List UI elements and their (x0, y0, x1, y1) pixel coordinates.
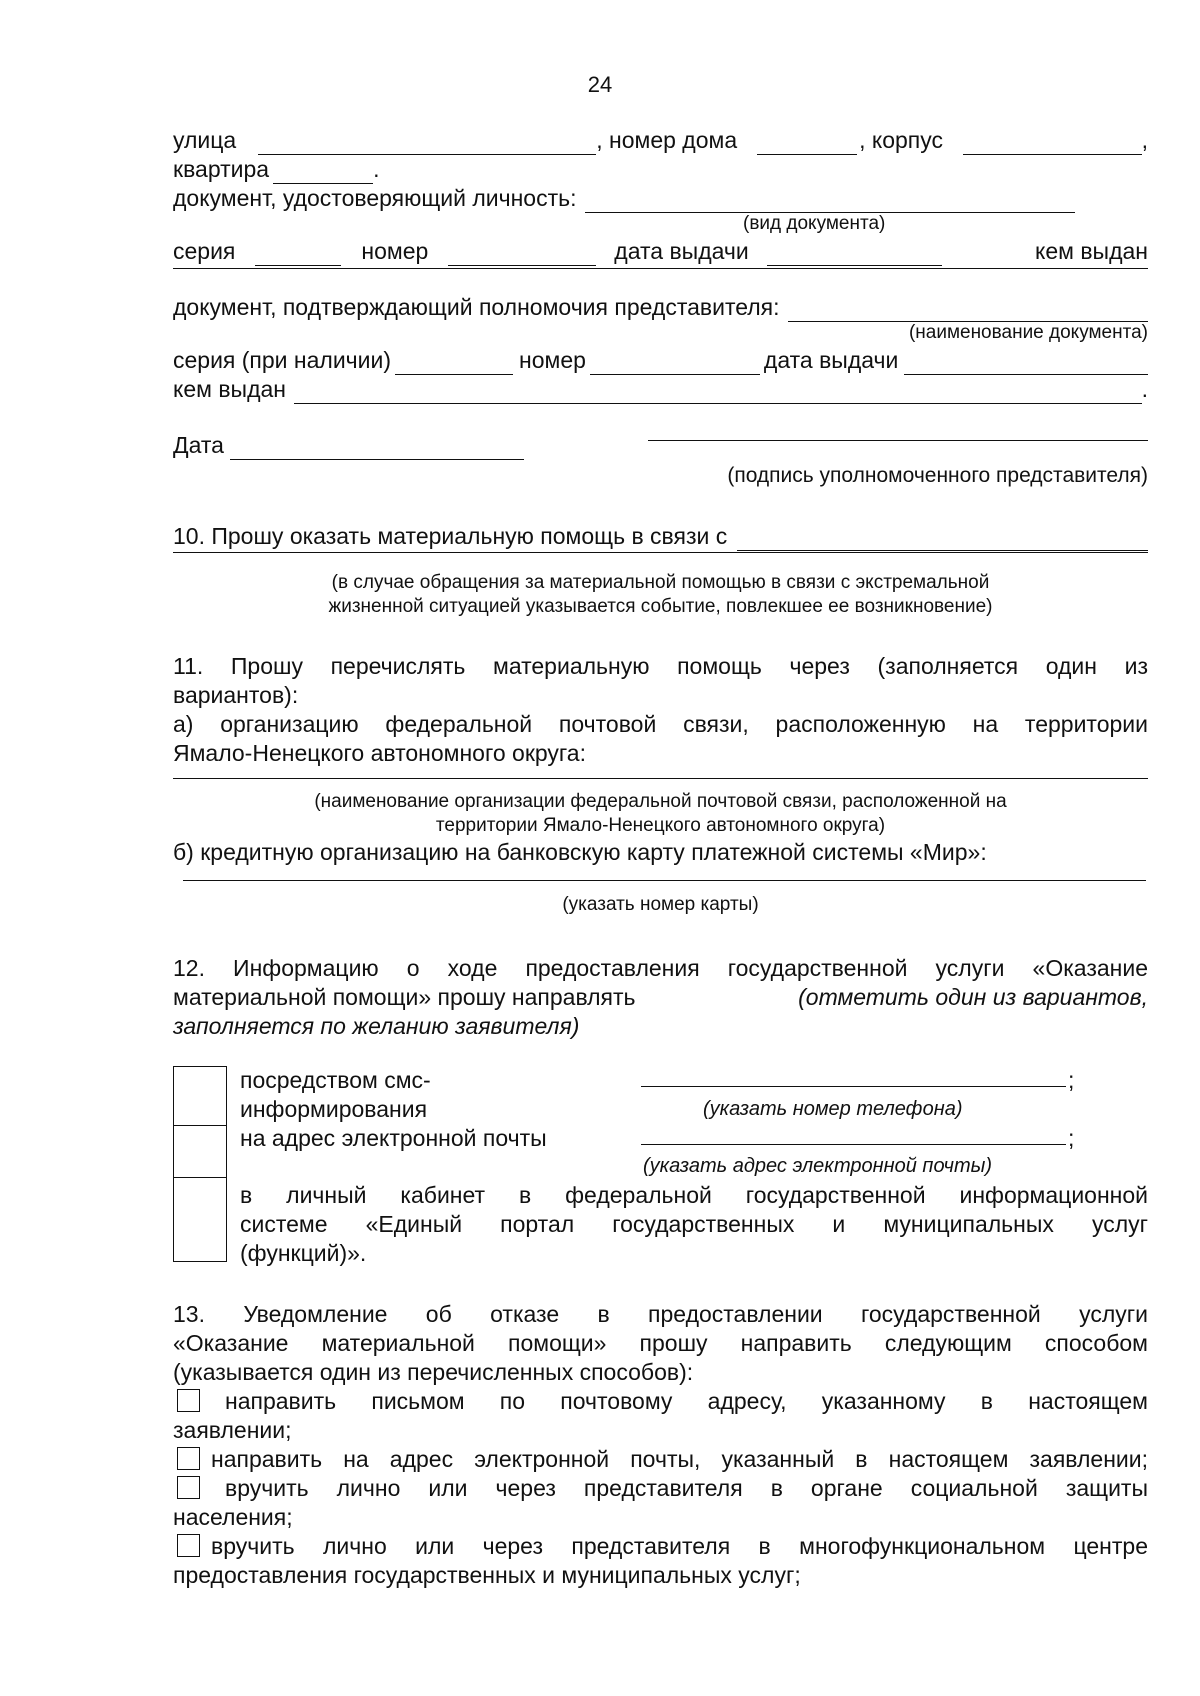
apartment-label: квартира (173, 156, 270, 182)
social-protection-line2: населения; (173, 1504, 293, 1530)
rep-doc-name-field[interactable] (788, 301, 1148, 322)
section10-caption (173, 571, 1148, 619)
portal-option-line3: (функций)». (240, 1240, 367, 1266)
issued-by-label: кем выдан (1035, 238, 1148, 264)
social-protection-line1: вручить лично или через представителя в органе социальной защиты (225, 1475, 1148, 1501)
apartment-period: . (373, 156, 380, 182)
rep-doc-label: документ, подтверждающий полномочия представителя: (173, 294, 780, 320)
sms-option-end: ; (1068, 1067, 1075, 1093)
date-field[interactable] (230, 439, 524, 460)
portal-option-line1: в личный кабинет в федеральной государственной информационной (240, 1182, 1148, 1208)
section10-reason-field[interactable] (737, 530, 1148, 551)
house-number-field[interactable] (757, 134, 857, 155)
section10-reason-field-2[interactable] (173, 552, 1148, 553)
address-comma: , (1141, 127, 1148, 153)
section10-caption-line2: жизненной ситуацией указывается событие, повлекшее ее возникновение) (328, 596, 993, 617)
apartment-field[interactable] (273, 163, 373, 184)
identity-doc-caption: (вид документа) (743, 213, 886, 234)
identity-doc-type-field[interactable] (585, 192, 1075, 213)
section11-b-line: б) кредитную организацию на банковскую карту платежной системы «Мир»: (173, 839, 987, 865)
email-option-line1: на адрес электронной почты (240, 1125, 547, 1151)
mfc-checkbox[interactable] (177, 1534, 200, 1557)
section12-line2-text: материальной помощи» прошу направлять (173, 984, 636, 1010)
section11-b-caption: (указать номер карты) (562, 894, 759, 915)
street-field[interactable] (258, 134, 596, 155)
mail-letter-line2: заявлении; (173, 1417, 292, 1443)
section13-line2: «Оказание материальной помощи» прошу направить следующим способом (173, 1330, 1148, 1356)
portal-option-line2: системе «Единый портал государственных и муниципальных услуг (240, 1211, 1148, 1237)
identity-issue-date-field[interactable] (767, 245, 942, 266)
section10-text: 10. Прошу оказать материальную помощь в связи с (173, 523, 728, 549)
series-label: серия (173, 238, 236, 264)
rep-doc-caption: (наименование документа) (908, 322, 1148, 343)
rep-issued-by-field[interactable] (294, 383, 1142, 404)
section11-a-caption-line2: территории Ямало-Ненецкого автономного округа) (435, 815, 886, 836)
rep-series-label: серия (при наличии) (173, 347, 392, 373)
section10-caption-line1: (в случае обращения за материальной помощью в связи с экстремальной (331, 572, 990, 593)
rep-number-field[interactable] (590, 354, 760, 375)
email-notice-checkbox[interactable] (177, 1447, 200, 1470)
phone-caption: (указать номер телефона) (703, 1098, 963, 1120)
section13-line3: (указывается один из перечисленных способов): (173, 1359, 694, 1385)
building-field[interactable] (963, 134, 1142, 155)
phone-number-field[interactable] (641, 1066, 1066, 1087)
number-label: номер (361, 238, 429, 264)
section11-line2: вариантов): (173, 682, 299, 708)
mail-letter-line1: направить письмом по почтовому адресу, указанному в настоящем (225, 1388, 1148, 1414)
section10-line (173, 522, 1148, 551)
section12-line1: 12. Информацию о ходе предоставления государственной услуги «Оказание (173, 955, 1148, 981)
date-label: Дата (173, 432, 224, 458)
email-caption: (указать адрес электронной почты) (643, 1155, 993, 1177)
email-option-checkbox[interactable] (174, 1126, 226, 1178)
rep-issued-by-label: кем выдан (173, 376, 286, 402)
street-label: улица (173, 127, 237, 153)
sms-option-line1: посредством смс- (240, 1067, 431, 1093)
mfc-line2: предоставления государственных и муниципальных услуг; (173, 1562, 801, 1588)
identity-doc-line (173, 184, 1148, 213)
section12-options-table (173, 1066, 227, 1262)
section11-a-caption-line1: (наименование организации федеральной почтовой связи, расположенной на (314, 791, 1007, 812)
section11-line1: 11. Прошу перечислять материальную помощь через (заполняется один из (173, 653, 1148, 679)
signature-field[interactable] (648, 440, 1148, 441)
postal-organization-field[interactable] (173, 778, 1148, 779)
rep-period: . (1141, 376, 1148, 402)
address-line (173, 126, 1148, 155)
section12-line2 (173, 983, 1148, 1012)
rep-issued-by-line (173, 375, 1148, 404)
section11-a-line2: Ямало-Ненецкого автономного округа: (173, 740, 586, 766)
rep-doc-details-line (173, 346, 1148, 375)
rep-issue-date-field[interactable] (904, 354, 1148, 375)
apartment-line (173, 155, 1148, 184)
section12-line2-italic: (отметить один из вариантов, (798, 984, 1148, 1010)
email-option-end: ; (1068, 1125, 1075, 1151)
rep-number-label: номер (519, 347, 586, 373)
section11-a-line1: а) организацию федеральной почтовой связи, расположенную на территории (173, 711, 1148, 737)
portal-option-checkbox[interactable] (174, 1178, 226, 1260)
mail-letter-checkbox[interactable] (177, 1389, 200, 1412)
social-protection-checkbox[interactable] (177, 1476, 200, 1499)
rep-doc-line (173, 293, 1148, 322)
house-label: , номер дома (596, 127, 738, 153)
section12-line3: заполняется по желанию заявителя) (173, 1013, 580, 1039)
building-label: , корпус (859, 127, 943, 153)
rep-series-field[interactable] (395, 354, 513, 375)
mfc-line1: вручить лично или через представителя в многофункциональном центре (211, 1533, 1148, 1559)
identity-number-field[interactable] (448, 245, 596, 266)
section13-line1: 13. Уведомление об отказе в предоставлении государственной услуги (173, 1301, 1148, 1327)
identity-doc-details-line (173, 237, 1148, 266)
identity-doc-label: документ, удостоверяющий личность: (173, 185, 577, 211)
date-line (173, 431, 1148, 460)
section11-a-caption (173, 790, 1148, 838)
rep-issue-date-label: дата выдачи (763, 347, 899, 373)
card-number-field[interactable] (183, 880, 1146, 881)
page-number: 24 (587, 72, 613, 97)
identity-series-field[interactable] (255, 245, 341, 266)
email-address-field[interactable] (641, 1124, 1066, 1145)
signature-caption: (подпись уполномоченного представителя) (727, 464, 1148, 487)
sms-option-line2: информирования (240, 1096, 428, 1122)
issue-date-label: дата выдачи (614, 238, 749, 264)
email-notice-line1: направить на адрес электронной почты, указанный в настоящем заявлении; (211, 1446, 1148, 1472)
identity-issued-by-field[interactable] (173, 268, 1148, 269)
sms-option-checkbox[interactable] (174, 1067, 226, 1126)
